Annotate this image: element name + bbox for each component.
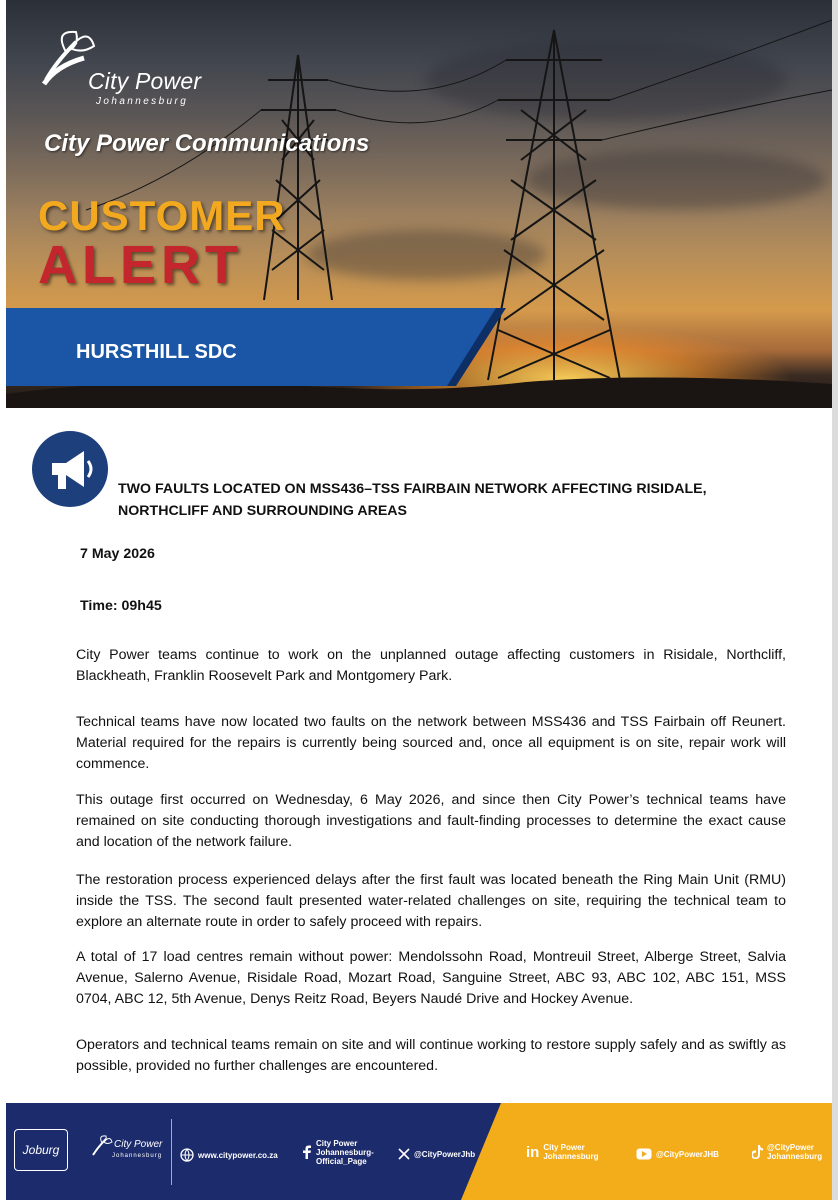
youtube-text: @CityPowerJHB <box>656 1149 719 1159</box>
megaphone-icon <box>32 431 108 507</box>
tiktok-link[interactable] <box>752 1143 822 1161</box>
communications-title: City Power Communications <box>44 130 370 157</box>
footer-bar <box>6 1103 832 1200</box>
sdc-label: HURSTHILL SDC <box>76 341 237 363</box>
youtube-link[interactable] <box>636 1148 719 1160</box>
notice-headline: TWO FAULTS LOCATED ON MSS436–TSS FAIRBAIN NETWORK AFFECTING RISIDALE, NORTHCLIFF AND SURROUNDING AREAS <box>118 481 707 519</box>
alert-heading: ALERT <box>38 235 243 295</box>
header-banner <box>6 0 832 408</box>
linkedin-text-line1: City Power <box>543 1143 585 1152</box>
page-edge <box>832 0 838 1200</box>
footer-brand-name: City Power <box>114 1139 163 1150</box>
globe-icon <box>180 1148 194 1162</box>
logo-brand-name: City Power <box>88 68 202 94</box>
linkedin-icon: in <box>526 1143 540 1161</box>
paragraph: A total of 17 load centres remain without power: Mendolssohn Road, Montreuil Street, Alberge Street, Salvia Avenue, Salerno Avenue, Risidale Road, Mozart Road, Sanguine Street, ABC 93, ABC 102, ABC 151, MSS 0704, ABC 12, 5th Avenue, Denys Reitz Road, Beyers Naudé Drive and Hockey Avenue. <box>76 949 786 1007</box>
facebook-link[interactable] <box>302 1139 374 1166</box>
notice-date: 7 May 2026 <box>80 546 155 562</box>
website-text: www.citypower.co.za <box>198 1150 278 1160</box>
website-link[interactable] <box>180 1148 278 1162</box>
paragraph: The restoration process experienced delays after the first fault was located beneath the Ring Main Unit (RMU) inside the TSS. The second fault presented water-related challenges on site, requiring the technical team to explore an alternate route in order to safely proceed with repairs. <box>76 872 786 930</box>
customer-heading: CUSTOMER <box>38 192 286 239</box>
paragraph: Technical teams have now located two faults on the network between MSS436 and TSS Fairbain off Reunert. Material required for the repairs is currently being sourced and, once all equipment is on site, repair work will commence. <box>76 714 786 772</box>
facebook-text-line2: Johannesburg- <box>316 1148 374 1157</box>
facebook-text-line3: Official_Page <box>316 1157 367 1166</box>
city-power-logo <box>36 22 216 112</box>
notice-time: Time: 09h45 <box>80 598 162 614</box>
x-handle-text: @CityPowerJhb <box>414 1149 476 1159</box>
paragraph: This outage first occurred on Wednesday, 6 May 2026, and since then City Power’s technical teams have remained on site conducting thorough investigations and fault-finding processes to determine the exact cause and location of the network failure. <box>76 792 786 850</box>
linkedin-text-line2: Johannesburg <box>543 1152 599 1161</box>
facebook-text-line1: City Power <box>316 1139 358 1148</box>
dragonfly-icon <box>90 1133 114 1159</box>
x-icon <box>398 1148 410 1160</box>
footer-city-power-logo <box>90 1133 163 1164</box>
joburg-logo: Joburg <box>14 1129 68 1171</box>
tiktok-text-line1: @CityPower <box>767 1143 814 1152</box>
facebook-icon <box>302 1145 312 1159</box>
paragraph: City Power teams continue to work on the unplanned outage affecting customers in Risidale, Northcliff, Blackheath, Franklin Roosevelt Park and Montgomery Park. <box>76 647 786 684</box>
logo-brand-sub: Johannesburg <box>96 96 189 107</box>
footer-divider <box>171 1119 172 1185</box>
paragraph: Operators and technical teams remain on site and will continue working to restore supply safely and as swiftly as possible, provided no further challenges are encountered. <box>76 1037 786 1074</box>
linkedin-link[interactable] <box>526 1143 598 1161</box>
footer-brand-sub: Johannesburg <box>112 1153 163 1159</box>
youtube-icon <box>636 1148 652 1160</box>
x-link[interactable] <box>398 1148 475 1160</box>
tiktok-text-line2: Johannesburg <box>767 1152 823 1161</box>
tiktok-icon <box>752 1145 763 1159</box>
